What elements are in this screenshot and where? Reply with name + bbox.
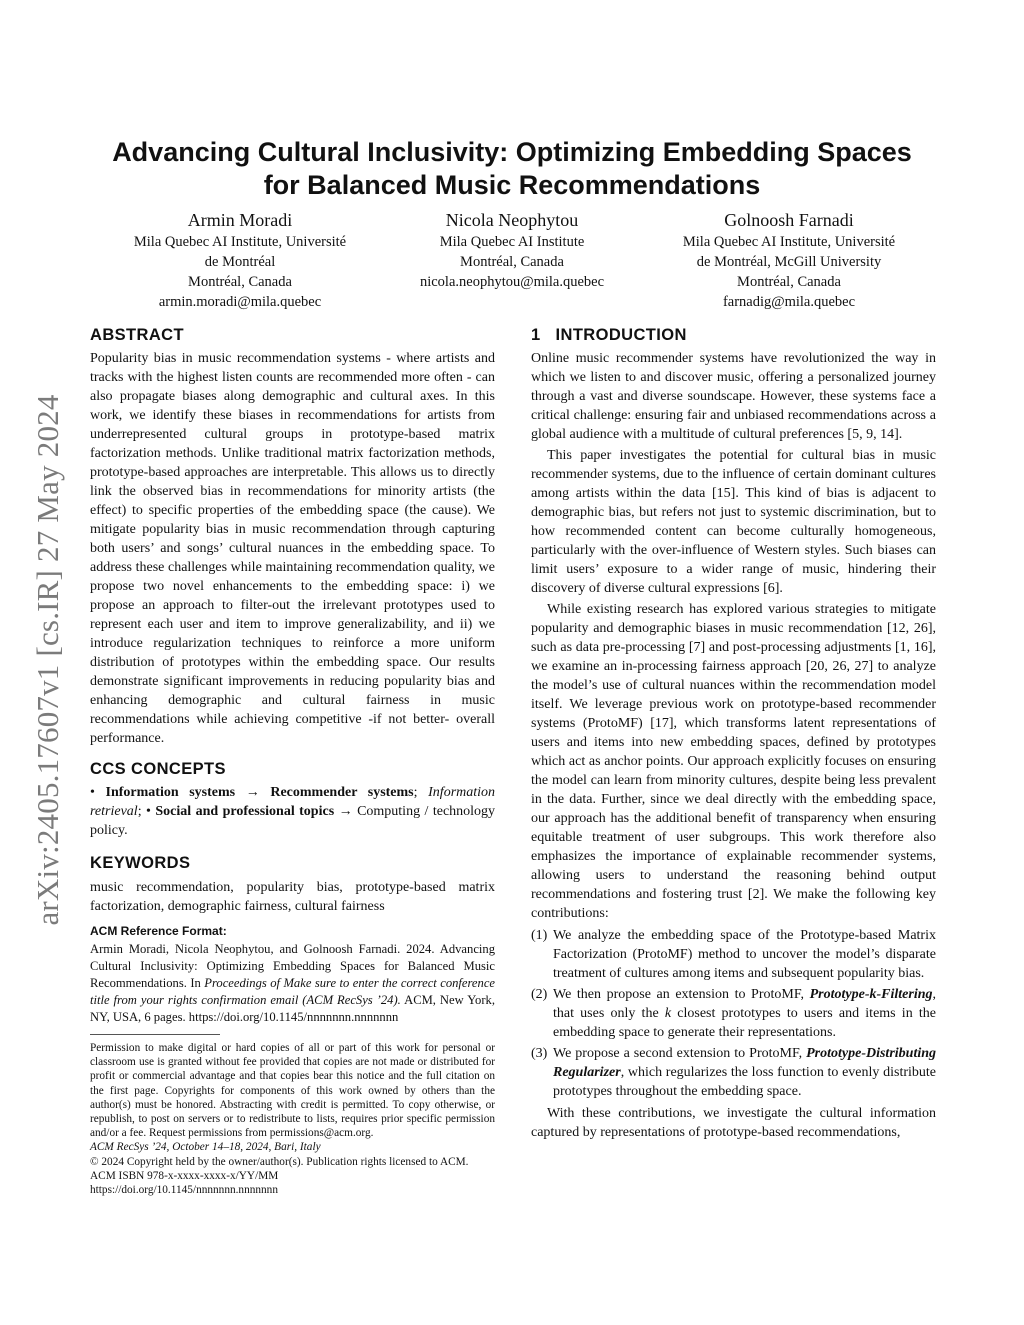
bullet: •	[90, 785, 95, 800]
footnote-rule	[90, 1034, 220, 1035]
arrow-icon: →	[245, 785, 260, 800]
intro-paragraph-3: While existing research has explored various strategies to mitigate popularity and demographic biases in music recommendation [12, 26], such as data pre-processing [7] and post-processing adjustments [1, 16], we examine an in-processing fairness approach [20, 26, 27] to analyze the model’s use of cultural nuances within the recommendation model itself. We leverage previous work on prototype-based recommender systems (ProtoMF) [17], which transforms latent representations of users and items into new embedding spaces, defined by prototypes which act as anchor points. Our approach explicitly focuses on ensuring the model can learn from minority cultures, despite being less prevalent in the data. Further, since we deal directly with the embedding space, our approach has the additional benefit of transparency when ensuring equitable treatment of user subgroups. This work therefore also emphasizes the importance of explainable recommender systems, allowing users to understand the reasoning behind output recommendations and fostering trust [2]. We make the following key contributions:	[531, 602, 936, 921]
author-block-3	[644, 209, 934, 312]
arxiv-sidebar	[30, 350, 66, 970]
acm-reference-text	[90, 941, 495, 1026]
isbn: ACM ISBN 978-x-xxxx-xxxx-x/YY/MM	[90, 1169, 279, 1182]
author-email[interactable]: armin.moradi@mila.quebec	[158, 294, 322, 310]
ccs-term: Information retrieval	[90, 785, 496, 819]
author-affiliation: Mila Quebec AI Institute	[439, 234, 585, 250]
ccs-heading: CCS CONCEPTS	[90, 760, 226, 778]
list-number: (3)	[531, 1046, 548, 1061]
abstract-text: Popularity bias in music recommendation systems - where artists and tracks with the highest listen counts are recommended more often - can also propagate biases along demographic and cultural axes. In this work, we identify these biases in recommendations for artists from underrepresented cultural groups in prototype-based matrix factorization methods. Unlike traditional matrix factorization methods, prototype-based approaches are interpretable. This allows us to directly link the observed bias in recommendations for minority artists (the effect) to specific properties of the embedding space (the cause). We mitigate popularity bias in music recommendation through capturing both users’ and songs’ cultural nuances in the embedding space. To address these challenges while maintaining recommendation quality, we propose two novel enhancements to the embedding space: i) we propose an approach to filter-out the irrelevant prototypes used to represent each user and item to improve generalizability, and ii) we introduce regularization techniques to reinforce a more uniform distribution of prototypes within the embedding space. Our results demonstrate significant improvements in reducing popularity bias and enhancing demographic and cultural fairness in music recommendations while achieving competitive -if not better- overall performance.	[90, 351, 495, 746]
abstract-heading: ABSTRACT	[90, 326, 184, 344]
acm-reference-heading: ACM Reference Format:	[90, 924, 227, 938]
reference-doi[interactable]: ACM, New York, NY, USA, 6 pages. https://doi.org/10.1145/nnnnnnn.nnnnnnn	[90, 993, 495, 1024]
author-email[interactable]: nicola.neophytou@mila.quebec	[419, 274, 605, 290]
contributions-list	[531, 926, 936, 1101]
title-line-2: for Balanced Music Recommendations	[263, 170, 761, 200]
doi-link[interactable]: https://doi.org/10.1145/nnnnnnn.nnnnnnn	[90, 1184, 278, 1197]
paper-title	[90, 136, 934, 202]
bullet: •	[146, 804, 151, 819]
introduction-heading: 1 INTRODUCTION	[531, 326, 687, 344]
author-location: Montréal, Canada	[737, 274, 841, 290]
intro-paragraph-2: This paper investigates the potential for cultural bias in music recommender systems, due to the influence of certain dominant cultures among artists within the data [15]. This kind of bias is adjacent to demographic bias, but refers not just to systemic discrimination, but to how recommended content can become culturally homogeneous, particularly with the over-influence of Western styles. Such biases can limit users’ exposure to a wider range of music, hindering their discovery of diverse cultural expressions [6].	[531, 448, 936, 596]
permission-notice: Permission to make digital or hard copies of all or part of this work for personal or classroom use is granted without fee provided that copies are not made or distributed for profit or commercial advantage and that copies bear this notice and the full citation on the first page. Copyrights for components of this work owned by others than the author(s) must be honored. Abstracting with credit is permitted. To copy otherwise, or republish, to post on servers or to redistribute to lists, requires prior specific permission and/or a fee. Request permissions from permissions@acm.org.	[90, 1042, 495, 1140]
arxiv-identifier: arXiv:2405.17607v1 [cs.IR] 27 May 2024	[30, 394, 65, 926]
separator: ;	[413, 785, 418, 800]
author-affiliation: Mila Quebec AI Institute, Université	[682, 234, 896, 250]
contribution-text: , that uses only the	[553, 987, 936, 1021]
contribution-text: closest prototypes to users and items in the embedding space to generate their representations.	[553, 1006, 936, 1040]
author-block-2	[372, 209, 652, 292]
ccs-term: Information systems	[105, 785, 236, 800]
contribution-item	[531, 985, 936, 1042]
list-number: (2)	[531, 987, 548, 1002]
conference-info: ACM RecSys ’24, October 14–18, 2024, Bari, Italy	[90, 1141, 321, 1154]
ccs-term: Computing / technology policy.	[90, 804, 496, 838]
keywords-heading: KEYWORDS	[90, 854, 191, 872]
reference-text: Armin Moradi, Nicola Neophytou, and Golnoosh Farnadi. 2024. Advancing Cultural Inclusivity: Optimizing Embedding Spaces for Balanced Music Recommendations. In	[90, 942, 495, 990]
ccs-term: Recommender systems	[270, 785, 414, 800]
contribution-text: We analyze the embedding space of the Prototype-based Matrix Factorization (ProtoMF) method to uncover the model’s disparate treatment of cultures among items and subsequent popularity bias.	[553, 928, 936, 981]
intro-paragraph-4: With these contributions, we investigate the cultural information captured by representations of prototype-based recommendations,	[531, 1106, 936, 1140]
contribution-item	[531, 1044, 936, 1101]
keywords-text: music recommendation, popularity bias, prototype-based matrix factorization, demographic fairness, cultural fairness	[90, 880, 495, 914]
ccs-term: Social and professional topics	[155, 804, 335, 819]
contribution-text: We then propose an extension to ProtoMF,	[553, 987, 805, 1002]
ccs-concepts	[90, 783, 495, 840]
copyright-notice: © 2024 Copyright held by the owner/author(s). Publication rights licensed to ACM.	[90, 1155, 469, 1168]
author-name: Golnoosh Farnadi	[724, 210, 854, 230]
method-name	[810, 987, 933, 1002]
list-number: (1)	[531, 928, 548, 943]
variable-k: k	[869, 987, 877, 1002]
author-affiliation: Mila Quebec AI Institute, Université	[133, 234, 347, 250]
arrow-icon: →	[338, 804, 353, 819]
method-name: Prototype-Distributing Regularizer	[553, 1046, 937, 1080]
right-column	[531, 324, 936, 1142]
author-name: Nicola Neophytou	[445, 210, 579, 230]
separator: ;	[137, 804, 142, 819]
author-block-1	[100, 209, 380, 312]
intro-paragraph-1: Online music recommender systems have revolutionized the way in which we listen to and discover music, offering a personalized journey through a vast and diverse soundscape. However, these systems face a critical challenge: ensuring fair and unbiased recommendations across a global audience with a multitude of cultural preferences [5, 9, 14].	[531, 351, 936, 442]
author-location: Montréal, Canada	[460, 254, 564, 270]
left-column	[90, 324, 495, 1197]
method-name-part: -Filtering	[876, 987, 933, 1002]
reference-proceedings: Proceedings of Make sure to enter the correct conference title from your rights confirmation email (ACM RecSys ’24).	[90, 976, 496, 1007]
author-location: Montréal, Canada	[188, 274, 292, 290]
contribution-text: , which regularizes the loss function to evenly distribute prototypes throughout the embedding space.	[553, 1065, 936, 1099]
contribution-text: We propose a second extension to ProtoMF,	[553, 1046, 803, 1061]
variable-k: k	[664, 1006, 672, 1021]
footnote	[90, 1041, 495, 1197]
author-affiliation: de Montréal, McGill University	[696, 254, 882, 270]
method-name-part: Prototype-	[809, 987, 870, 1002]
author-name: Armin Moradi	[187, 210, 293, 230]
contribution-item	[531, 926, 936, 983]
title-line-1: Advancing Cultural Inclusivity: Optimizing Embedding Spaces	[112, 137, 912, 167]
author-email[interactable]: farnadig@mila.quebec	[722, 294, 856, 310]
author-affiliation: de Montréal	[204, 254, 276, 270]
acm-reference-format	[90, 922, 495, 1026]
